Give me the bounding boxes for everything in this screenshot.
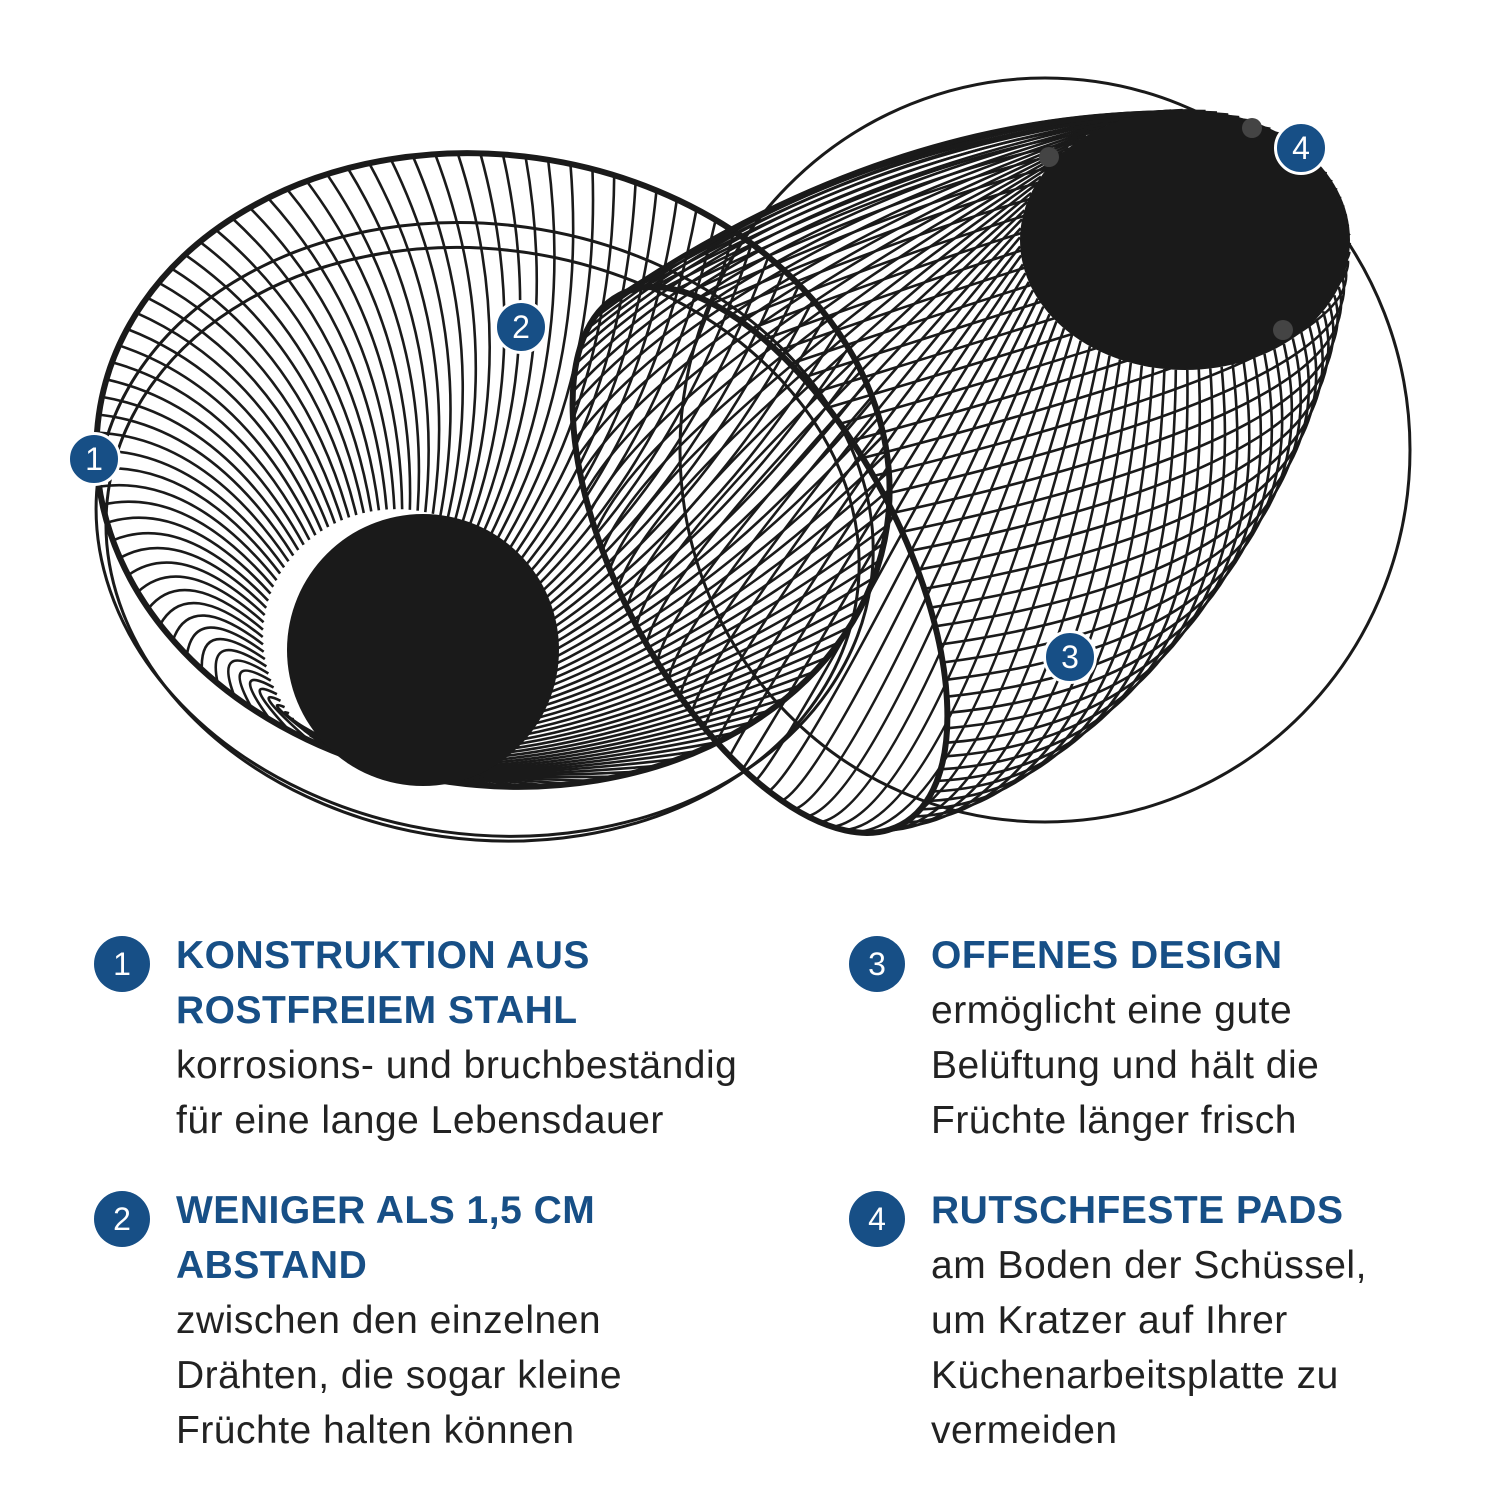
feature-text <box>176 936 746 1148</box>
feature-title: WENIGER ALS 1,5 CM ABSTAND <box>176 1189 596 1287</box>
feature-number-badge: 4 <box>849 1191 905 1247</box>
feature-number-badge: 1 <box>94 936 150 992</box>
marker-2: 2 <box>494 300 548 354</box>
feature-title: KONSTRUKTION AUS ROSTFREIEM STAHL <box>176 934 590 1032</box>
marker-3: 3 <box>1043 630 1097 684</box>
feature-text <box>931 1191 1500 1458</box>
marker-4: 4 <box>1274 121 1328 175</box>
feature-title: RUTSCHFESTE PADS <box>931 1189 1344 1232</box>
feature-title: OFFENES DESIGN <box>931 934 1283 977</box>
feature-description: korrosions- und bruchbeständig für eine lange Lebensdauer <box>176 1044 738 1142</box>
feature-number-badge: 2 <box>94 1191 150 1247</box>
marker-1: 1 <box>67 432 121 486</box>
feature-number-badge: 3 <box>849 936 905 992</box>
feature-description: ermöglicht eine gute Belüftung und hält die Früchte länger frisch <box>931 989 1320 1142</box>
feature-description: zwischen den einzelnen Drähten, die sogar kleine Früchte halten können <box>176 1299 623 1452</box>
feature-text <box>176 1191 746 1458</box>
feature-text <box>931 936 1500 1148</box>
feature-description: am Boden der Schüssel, um Kratzer auf Ihrer Küchenarbeitsplatte zu vermeiden <box>931 1244 1367 1452</box>
